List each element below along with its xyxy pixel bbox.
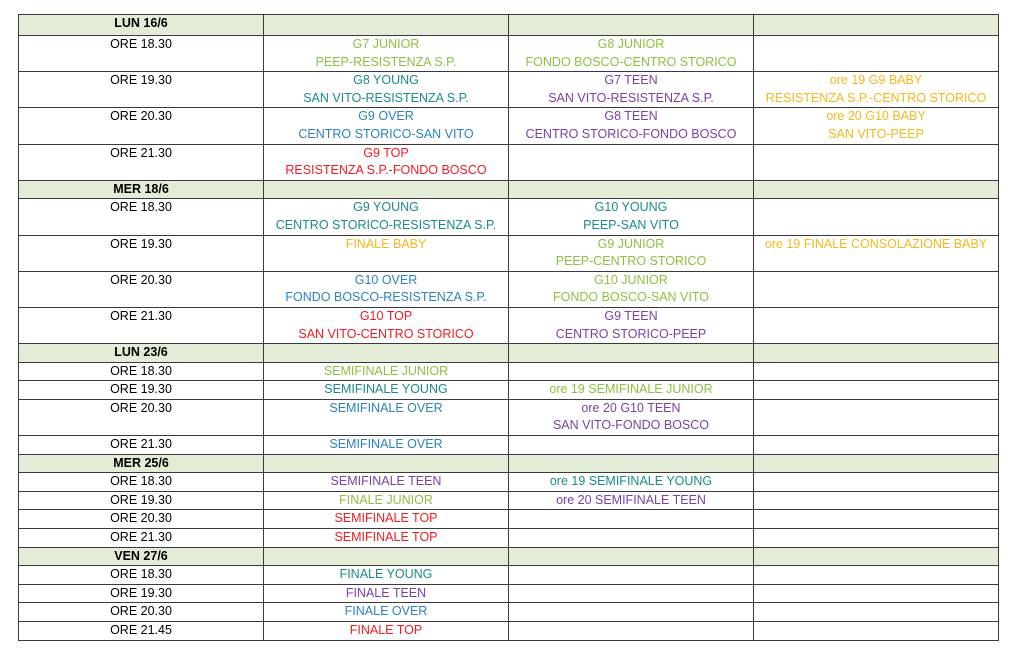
match-title: SEMIFINALE TEEN [330,474,442,489]
time-cell: ORE 20.30 [19,108,264,144]
match-title: ore 19 FINALE CONSOLAZIONE BABY [764,236,988,251]
match-cell [509,381,754,400]
empty-cell [754,566,999,585]
match-title: SEMIFINALE JUNIOR [323,363,449,378]
match-title: SEMIFINALE TOP [334,530,438,545]
match-cell [264,399,509,435]
match-cell [264,144,509,180]
match-title: FINALE TEEN [345,585,427,600]
time-cell: ORE 20.30 [19,603,264,622]
match-title: G9 OVER [358,109,414,124]
match-title: ore 19 SEMIFINALE YOUNG [549,474,713,489]
day-header-empty-cell [754,344,999,363]
match-title: G10 TOP [359,308,413,323]
empty-cell [754,584,999,603]
match-cell [264,271,509,307]
day-header-empty-cell [264,344,509,363]
match-title: G9 TEEN [604,308,658,323]
match-cell [264,235,509,271]
empty-cell [754,436,999,455]
time-cell: ORE 19.30 [19,584,264,603]
time-slot-row [19,510,999,529]
match-cell [264,362,509,381]
empty-cell [754,473,999,492]
match-teams: FONDO BOSCO-SAN VITO [552,290,710,305]
match-cell [264,36,509,72]
match-title: ore 19 G9 BABY [829,73,923,88]
match-title: G8 JUNIOR [597,37,665,51]
day-header-empty-cell [754,547,999,566]
time-slot-row [19,362,999,381]
match-teams: CENTRO STORICO-FONDO BOSCO [525,126,737,141]
day-label: MER 25/6 [19,454,264,473]
time-cell: ORE 21.30 [19,144,264,180]
match-cell [754,235,999,271]
day-header-row [19,344,999,363]
match-cell [509,199,754,235]
match-cell [754,108,999,144]
match-title: ore 19 SEMIFINALE JUNIOR [549,382,713,397]
match-title: G10 YOUNG [594,200,668,215]
match-cell [509,235,754,271]
empty-cell [509,510,754,529]
day-header-empty-cell [264,454,509,473]
match-teams: RESISTENZA S.P.-FONDO BOSCO [285,163,487,178]
time-slot-row [19,603,999,622]
match-title: G8 YOUNG [353,73,419,88]
time-slot-row [19,381,999,400]
time-cell: ORE 19.30 [19,235,264,271]
match-title: SEMIFINALE YOUNG [324,382,448,397]
day-header-empty-cell [754,454,999,473]
day-header-row [19,454,999,473]
empty-cell [509,436,754,455]
match-cell [509,491,754,510]
day-label: LUN 23/6 [19,344,264,363]
day-header-empty-cell [509,15,754,36]
time-cell: ORE 19.30 [19,381,264,400]
time-cell: ORE 21.30 [19,529,264,548]
match-cell [509,108,754,144]
match-title: SEMIFINALE OVER [329,400,443,415]
time-slot-row [19,399,999,435]
match-teams: PEEP-RESISTENZA S.P. [315,54,457,69]
match-cell [264,529,509,548]
time-slot-row [19,529,999,548]
schedule-table [18,14,999,641]
time-slot-row [19,436,999,455]
match-title: ore 20 G10 BABY [826,109,926,124]
day-header-empty-cell [509,547,754,566]
match-title: FINALE TOP [349,623,423,637]
time-cell: ORE 19.30 [19,72,264,108]
time-cell: ORE 19.30 [19,491,264,510]
empty-cell [754,529,999,548]
time-cell: ORE 18.30 [19,362,264,381]
match-title: SEMIFINALE OVER [329,437,443,452]
time-slot-row [19,108,999,144]
match-cell [509,399,754,435]
day-header-empty-cell [754,15,999,36]
match-title: FINALE YOUNG [339,567,433,582]
match-teams: SAN VITO-PEEP [828,126,924,141]
time-cell: ORE 18.30 [19,473,264,492]
match-cell [264,584,509,603]
time-cell: ORE 21.45 [19,622,264,641]
match-teams: SAN VITO-RESISTENZA S.P. [548,90,714,105]
schedule-body [19,15,999,641]
match-title: G9 YOUNG [353,200,419,215]
empty-cell [754,362,999,381]
match-teams: CENTRO STORICO-PEEP [555,326,707,341]
empty-cell [754,381,999,400]
empty-cell [754,491,999,510]
match-title: G10 JUNIOR [594,272,668,287]
time-cell: ORE 20.30 [19,399,264,435]
match-teams: FONDO BOSCO-RESISTENZA S.P. [285,290,487,305]
match-teams: SAN VITO-FONDO BOSCO [552,418,710,433]
day-header-row [19,15,999,36]
day-label: MER 18/6 [19,180,264,199]
time-slot-row [19,72,999,108]
day-header-empty-cell [264,15,509,36]
match-title: ore 20 SEMIFINALE TEEN [556,492,706,507]
day-header-row [19,180,999,199]
match-cell [264,108,509,144]
match-cell [509,72,754,108]
match-title: G9 JUNIOR [597,236,665,251]
match-teams: SAN VITO-RESISTENZA S.P. [303,90,469,105]
day-header-empty-cell [509,344,754,363]
match-teams: RESISTENZA S.P.-CENTRO STORICO [765,90,987,105]
match-cell [264,622,509,641]
empty-cell [509,362,754,381]
match-teams: CENTRO STORICO-SAN VITO [298,126,474,141]
day-label: LUN 16/6 [19,15,264,36]
match-cell [509,473,754,492]
time-slot-row [19,622,999,641]
match-title: FINALE OVER [344,604,428,619]
time-slot-row [19,36,999,72]
day-header-row [19,547,999,566]
time-slot-row [19,307,999,343]
match-cell [264,381,509,400]
day-header-empty-cell [264,547,509,566]
match-title: G8 TEEN [604,109,658,124]
empty-cell [754,199,999,235]
match-title: G9 TOP [363,145,409,160]
empty-cell [509,603,754,622]
match-cell [264,491,509,510]
match-teams: SAN VITO-CENTRO STORICO [298,326,474,341]
match-cell [509,307,754,343]
match-cell [754,72,999,108]
time-cell: ORE 18.30 [19,566,264,585]
match-cell [264,307,509,343]
match-teams: PEEP-CENTRO STORICO [555,254,707,269]
empty-cell [754,622,999,641]
day-header-empty-cell [509,454,754,473]
match-cell [264,510,509,529]
day-header-empty-cell [754,180,999,199]
time-slot-row [19,199,999,235]
empty-cell [754,36,999,72]
match-cell [264,603,509,622]
time-cell: ORE 20.30 [19,271,264,307]
empty-cell [754,510,999,529]
time-slot-row [19,235,999,271]
match-cell [264,566,509,585]
time-cell: ORE 20.30 [19,510,264,529]
time-slot-row [19,584,999,603]
match-cell [509,271,754,307]
match-cell [264,199,509,235]
match-teams: CENTRO STORICO-RESISTENZA S.P. [275,217,497,232]
match-title: SEMIFINALE TOP [334,511,438,526]
empty-cell [754,603,999,622]
match-cell [264,473,509,492]
match-title: FINALE BABY [345,236,427,251]
empty-cell [509,144,754,180]
time-cell: ORE 21.30 [19,307,264,343]
match-title: G10 OVER [354,272,418,287]
match-title: ore 20 G10 TEEN [581,400,681,415]
match-cell [509,36,754,72]
time-slot-row [19,491,999,510]
empty-cell [509,584,754,603]
day-header-empty-cell [264,180,509,199]
time-cell: ORE 21.30 [19,436,264,455]
match-cell [264,436,509,455]
empty-cell [754,399,999,435]
time-slot-row [19,473,999,492]
empty-cell [509,529,754,548]
time-cell: ORE 18.30 [19,36,264,72]
match-title: G7 TEEN [604,73,658,88]
time-slot-row [19,566,999,585]
time-cell: ORE 18.30 [19,199,264,235]
match-teams: PEEP-SAN VITO [583,217,679,232]
day-header-empty-cell [509,180,754,199]
empty-cell [754,144,999,180]
empty-cell [509,622,754,641]
time-slot-row [19,144,999,180]
match-title: FINALE JUNIOR [339,492,433,507]
time-slot-row [19,271,999,307]
empty-cell [754,271,999,307]
empty-cell [754,307,999,343]
empty-cell [509,566,754,585]
match-teams: FONDO BOSCO-CENTRO STORICO [525,54,737,69]
day-label: VEN 27/6 [19,547,264,566]
match-cell [264,72,509,108]
match-title: G7 JUNIOR [352,37,420,51]
